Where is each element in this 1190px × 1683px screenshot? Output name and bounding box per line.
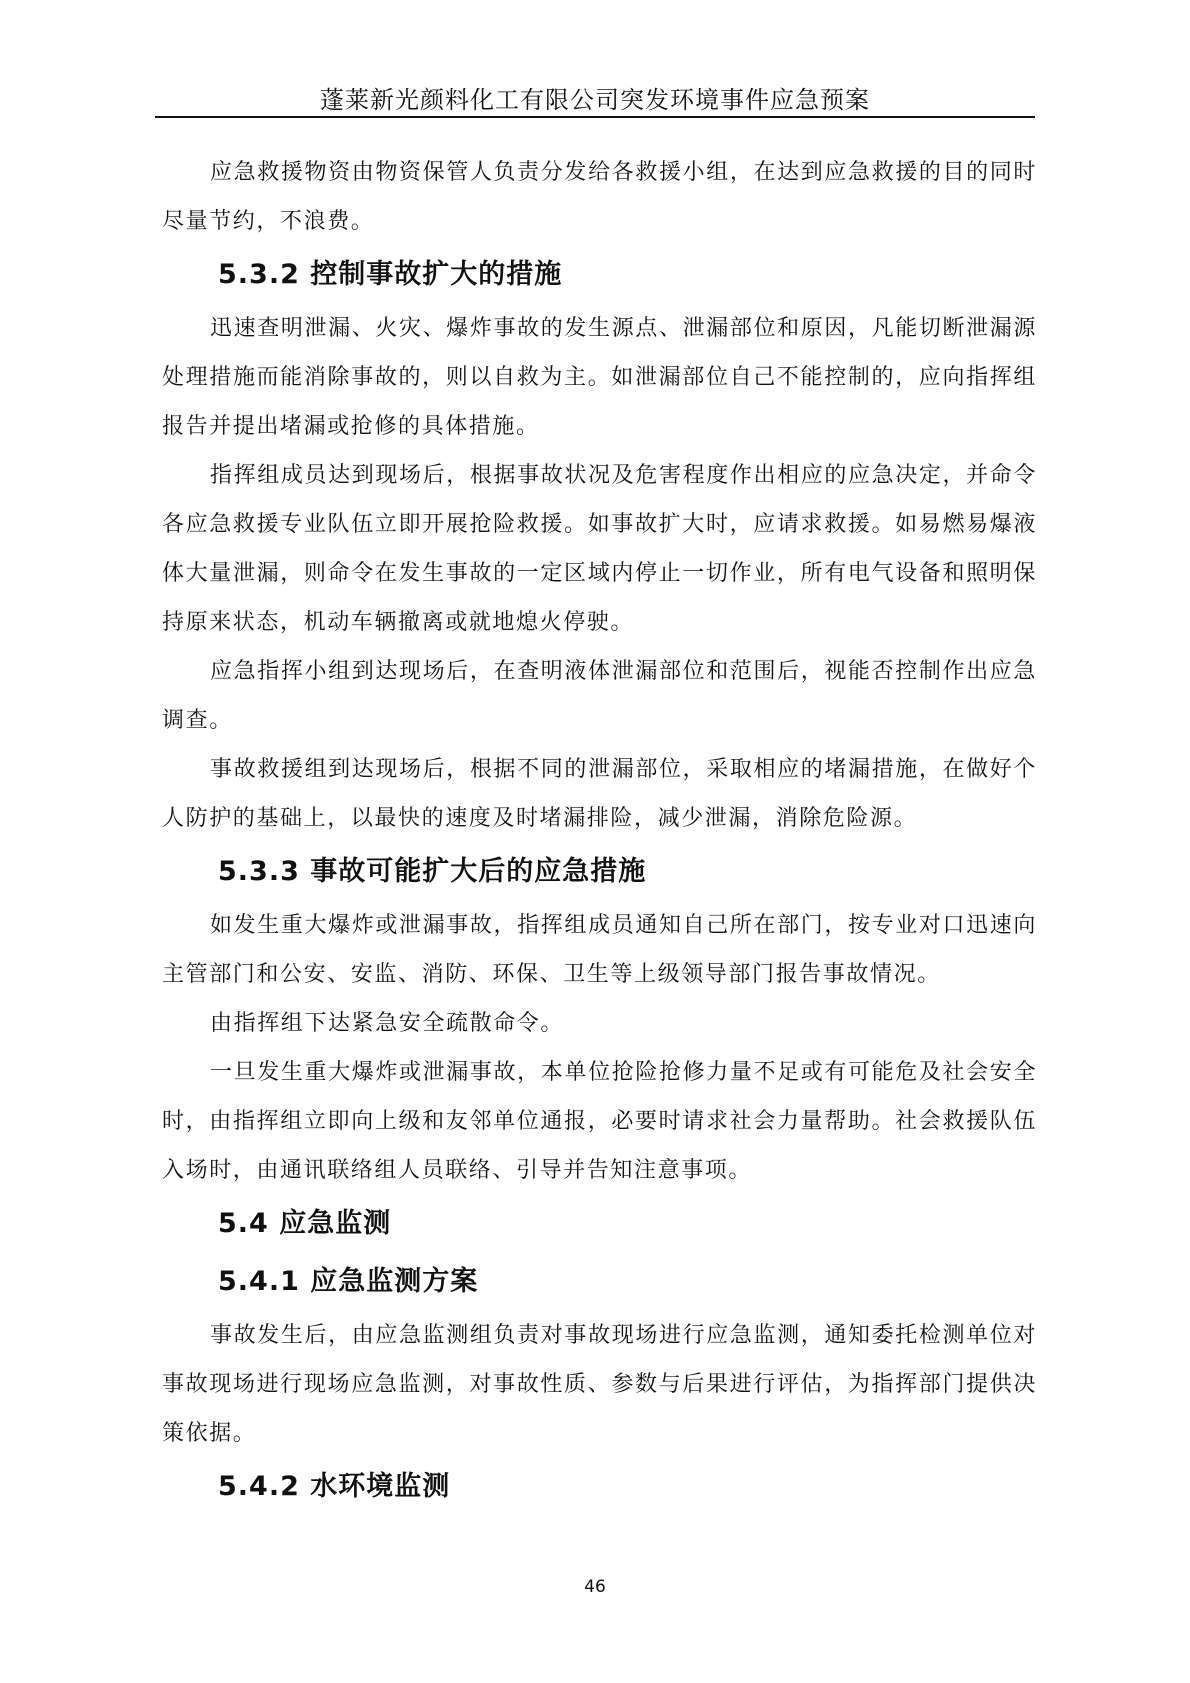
section-heading: 5.4.2 水环境监测 bbox=[218, 1471, 451, 1502]
section-heading: 5.3.2 控制事故扩大的措施 bbox=[218, 259, 563, 290]
section-heading: 5.4.1 应急监测方案 bbox=[218, 1266, 479, 1297]
paragraph: 应急救援物资由物资保管人负责分发给各救援小组，在达到应急救援的目的同时尽量节约，不浪费。 bbox=[162, 160, 1037, 234]
page-header: 蓬莱新光颜料化工有限公司突发环境事件应急预案 bbox=[320, 86, 870, 114]
header-divider bbox=[155, 116, 1035, 118]
paragraph: 指挥组成员达到现场后，根据事故状况及危害程度作出相应的应急决定，并命令各应急救援专业队伍立即开展抢险救援。如事故扩大时，应请求救援。如易燃易爆液体大量泄漏，则命令在发生事故的一定区域内停止一切作业，所有电气设备和照明保持原来状态，机动车辆撤离或就地熄火停驶。 bbox=[162, 463, 1037, 635]
section-heading: 5.4 应急监测 bbox=[218, 1208, 392, 1239]
paragraph: 事故救援组到达现场后，根据不同的泄漏部位，采取相应的堵漏措施，在做好个人防护的基础上，以最快的速度及时堵漏排险，减少泄漏，消除危险源。 bbox=[162, 757, 1037, 831]
page-number: 46 bbox=[584, 1577, 606, 1597]
paragraph: 事故发生后，由应急监测组负责对事故现场进行应急监测，通知委托检测单位对事故现场进行现场应急监测，对事故性质、参数与后果进行评估，为指挥部门提供决策依据。 bbox=[162, 1323, 1037, 1446]
paragraph: 由指挥组下达紧急安全疏散命令。 bbox=[210, 1011, 565, 1036]
paragraph: 如发生重大爆炸或泄漏事故，指挥组成员通知自己所在部门，按专业对口迅速向主管部门和公安、安监、消防、环保、卫生等上级领导部门报告事故情况。 bbox=[162, 913, 1037, 987]
paragraph: 一旦发生重大爆炸或泄漏事故，本单位抢险抢修力量不足或有可能危及社会安全时，由指挥组立即向上级和友邻单位通报，必要时请求社会力量帮助。社会救援队伍入场时，由通讯联络组人员联络、引导并告知注意事项。 bbox=[162, 1060, 1037, 1183]
paragraph: 迅速查明泄漏、火灾、爆炸事故的发生源点、泄漏部位和原因，凡能切断泄漏源处理措施而能消除事故的，则以自救为主。如泄漏部位自己不能控制的，应向指挥组报告并提出堵漏或抢修的具体措施。 bbox=[162, 316, 1037, 439]
section-heading: 5.3.3 事故可能扩大后的应急措施 bbox=[218, 856, 647, 887]
document-body bbox=[162, 148, 1037, 1516]
paragraph: 应急指挥小组到达现场后，在查明液体泄漏部位和范围后，视能否控制作出应急调查。 bbox=[162, 659, 1037, 733]
